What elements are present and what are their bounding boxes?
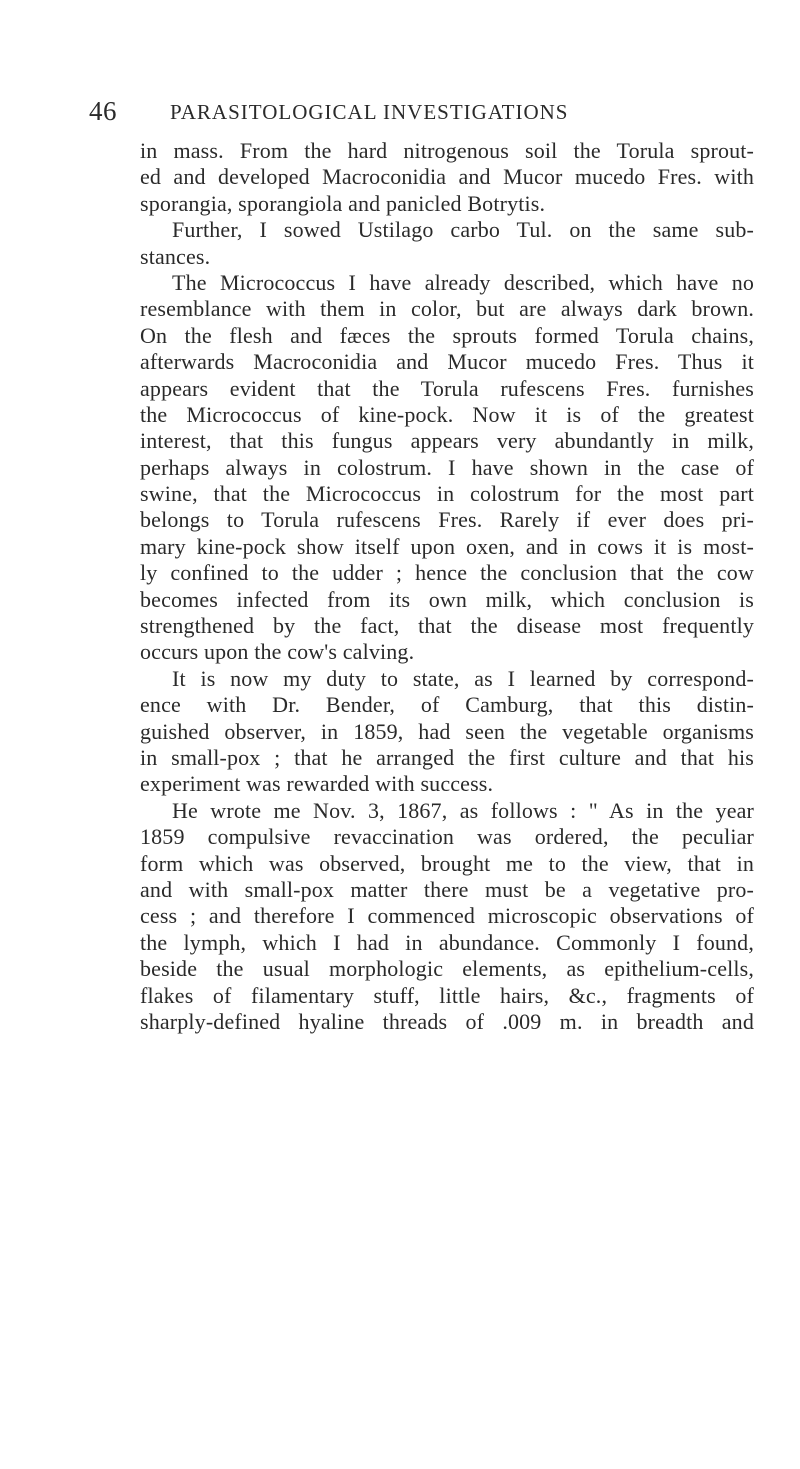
text-line: It is now my duty to state, as I learned by correspond- — [172, 665, 754, 691]
text-line: becomes infected from its own milk, which conclusion is — [140, 586, 754, 612]
text-line: swine, that the Micrococcus in colostrum for the most part — [140, 481, 754, 507]
text-line: resemblance with them in color, but are always dark brown. — [140, 296, 754, 322]
text-line: The Micrococcus I have already described, which have no — [172, 269, 754, 295]
text-line: occurs upon the cow's calving. — [140, 639, 415, 665]
text-line: sharply-defined hyaline threads of .009 m. in breadth and — [140, 1008, 754, 1034]
text-line: He wrote me Nov. 3, 1867, as follows : " As in the year — [172, 797, 754, 823]
text-line: experiment was rewarded with success. — [140, 771, 494, 797]
text-line: beside the usual morphologic elements, as epithelium-cells, — [140, 956, 754, 982]
text-line: the Micrococcus of kine-pock. Now it is of the greatest — [140, 401, 754, 427]
text-line: form which was observed, brought me to the view, that in — [140, 850, 754, 876]
page-header — [0, 96, 800, 126]
text-line: ed and developed Macroconidia and Mucor mucedo Fres. with — [140, 164, 754, 190]
body-text — [140, 138, 754, 1035]
text-line: Further, I sowed Ustilago carbo Tul. on the same sub- — [172, 217, 754, 243]
text-line: ly confined to the udder ; hence the conclusion that the cow — [140, 560, 754, 586]
text-line: 1859 compulsive revaccination was ordered, the peculiar — [140, 824, 754, 850]
text-line: afterwards Macroconidia and Mucor mucedo Fres. Thus it — [140, 349, 754, 375]
text-line: guished observer, in 1859, had seen the vegetable organisms — [140, 718, 754, 744]
paragraph — [140, 217, 754, 270]
text-line: and with small-pox matter there must be a vegetative pro- — [140, 876, 754, 902]
text-line: in small-pox ; that he arranged the first culture and that his — [140, 744, 754, 770]
paragraph — [140, 798, 754, 1036]
text-line: ence with Dr. Bender, of Camburg, that this distin- — [140, 692, 754, 718]
text-line: On the flesh and fæces the sprouts formed Torula chains, — [140, 322, 754, 348]
text-line: cess ; and therefore I commenced microscopic observations of — [140, 903, 754, 929]
text-line: belongs to Torula rufescens Fres. Rarely if ever does pri- — [140, 507, 754, 533]
page-number: 46 — [89, 96, 117, 126]
running-title: PARASITOLOGICAL INVESTIGATIONS — [170, 100, 569, 124]
paragraph — [140, 666, 754, 798]
text-line: appears evident that the Torula rufescens Fres. furnishes — [140, 375, 754, 401]
paragraph — [140, 270, 754, 666]
text-line: sporangia, sporangiola and panicled Botrytis. — [140, 190, 546, 216]
text-line: perhaps always in colostrum. I have shown in the case of — [140, 454, 754, 480]
text-line: in mass. From the hard nitrogenous soil the Torula sprout- — [140, 138, 754, 163]
text-line: stances. — [140, 243, 211, 269]
text-line: strengthened by the fact, that the disease most frequently — [140, 613, 754, 639]
text-line: the lymph, which I had in abundance. Commonly I found, — [140, 929, 754, 955]
text-line: mary kine-pock show itself upon oxen, and in cows it is most- — [140, 533, 754, 559]
paragraph — [140, 138, 754, 217]
text-line: flakes of filamentary stuff, little hairs, &c., fragments of — [140, 982, 754, 1008]
text-line: interest, that this fungus appears very abundantly in milk, — [140, 428, 754, 454]
